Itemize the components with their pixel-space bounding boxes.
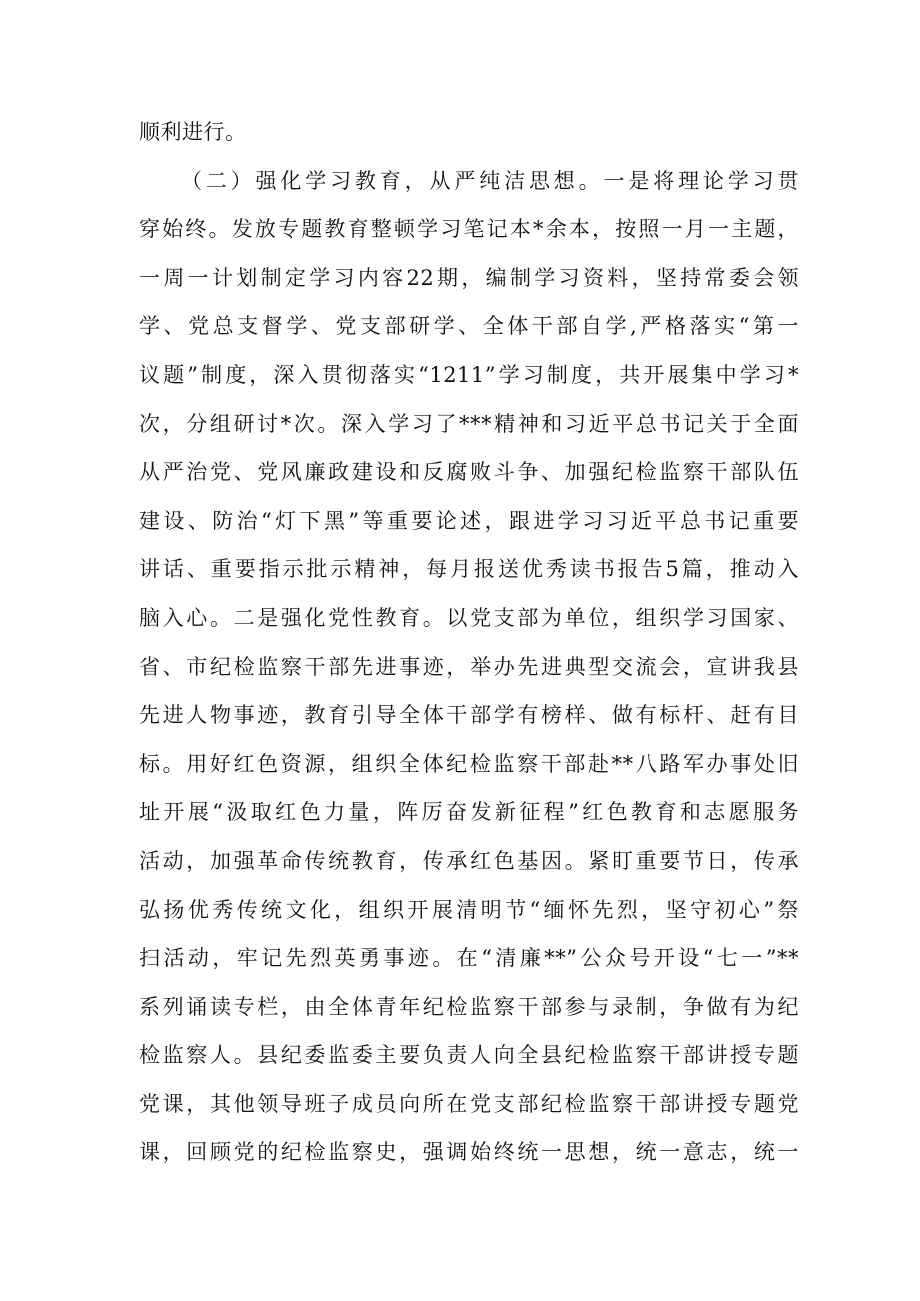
text-line: 学、党总支督学、党支部研学、全体干部自学,严格落实“第一 <box>139 314 799 339</box>
text-line: （二）强化学习教育，从严纯洁思想。一是将理论学习贯 <box>181 168 799 193</box>
text-line: 省、市纪检监察干部先进事迹，举办先进典型交流会，宣讲我县 <box>139 654 799 679</box>
text-line: 从严治党、党风廉政建设和反腐败斗争、加强纪检监察干部队伍 <box>139 460 799 485</box>
text-line: 一周一计划制定学习内容22期，编制学习资料，坚持常委会领 <box>139 265 799 290</box>
text-line: 讲话、重要指示批示精神，每月报送优秀读书报告5篇，推动入 <box>139 557 799 582</box>
text-line: 扫活动，牢记先烈英勇事迹。在“清廉**”公众号开设“七一”** <box>139 946 799 971</box>
text-line: 议题”制度，深入贯彻落实“1211”学习制度，共开展集中学习* <box>139 362 799 387</box>
body-text <box>139 108 799 1177</box>
text-line: 活动，加强革命传统教育，传承红色基因。紧盯重要节日，传承 <box>139 848 799 873</box>
text-line: 标。用好红色资源，组织全体纪检监察干部赴**八路军办事处旧 <box>139 751 799 776</box>
text-line: 顺利进行。 <box>139 120 247 144</box>
text-line: 次，分组研讨*次。深入学习了***精神和习近平总书记关于全面 <box>139 411 799 436</box>
text-line: 弘扬优秀传统文化，组织开展清明节“缅怀先烈，坚守初心”祭 <box>139 897 799 922</box>
text-line: 址开展“汲取红色力量，阵厉奋发新征程”红色教育和志愿服务 <box>139 800 799 825</box>
text-line: 系列诵读专栏，由全体青年纪检监察干部参与录制，争做有为纪 <box>139 994 799 1019</box>
text-line: 穿始终。发放专题教育整顿学习笔记本*余本，按照一月一主题， <box>139 217 799 242</box>
text-line: 党课，其他领导班子成员向所在党支部纪检监察干部讲授专题党 <box>139 1091 799 1116</box>
text-line: 脑入心。二是强化党性教育。以党支部为单位，组织学习国家、 <box>139 605 799 630</box>
text-line: 检监察人。县纪委监委主要负责人向全县纪检监察干部讲授专题 <box>139 1043 799 1068</box>
text-line: 先进人物事迹，教育引导全体干部学有榜样、做有标杆、赶有目 <box>139 703 799 728</box>
text-line: 建设、防治“灯下黑”等重要论述，跟进学习习近平总书记重要 <box>139 508 799 533</box>
text-line: 课，回顾党的纪检监察史，强调始终统一思想，统一意志，统一 <box>139 1140 799 1165</box>
